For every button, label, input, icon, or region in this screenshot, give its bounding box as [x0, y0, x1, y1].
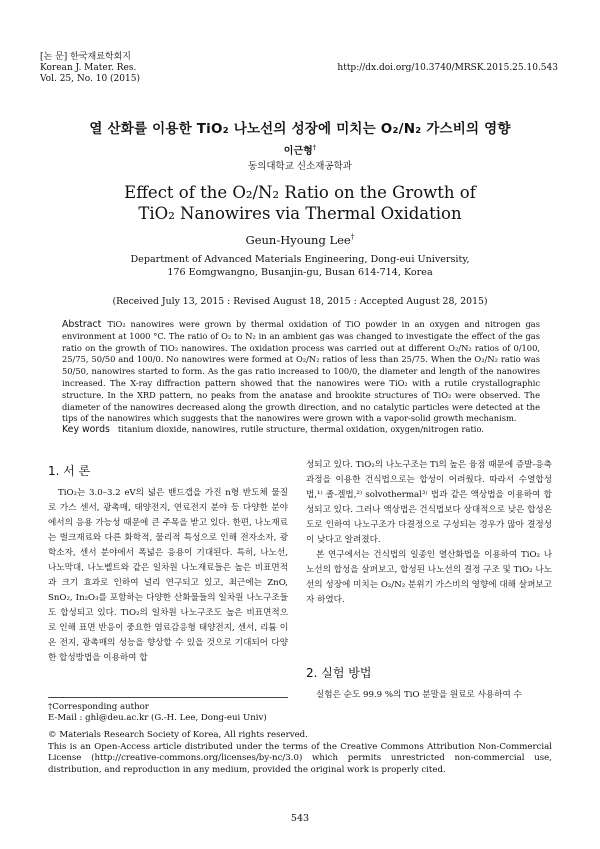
author-english-dagger: † — [350, 232, 355, 242]
paragraph: 본 연구에서는 건식법의 일종인 열산화법을 이용하여 TiO₂ 나노선의 합성을 살펴보고, 합성된 나노선의 결정 구조 및 TiO₂ 나노선의 성장에 미치는 O₂/N₂ 분위기 가스비의 영향에 대해 살펴보고자 하였다. — [306, 550, 552, 605]
title-english-line-1: Effect of the O₂/N₂ Ratio on the Growth of — [124, 183, 476, 202]
right-column-body — [306, 458, 552, 608]
author-korean-dagger: † — [312, 143, 317, 152]
author-korean: 이근형 — [283, 146, 313, 157]
paragraph: 실험은 순도 99.9 %의 TiO 분말을 원료로 사용하여 수 — [316, 690, 522, 700]
page-number: 543 — [290, 813, 310, 824]
author-english: Geun-Hyoung Lee — [245, 233, 351, 247]
keywords — [62, 424, 540, 436]
paragraph: TiO₂는 3.0–3.2 eV의 넓은 밴드갭을 가진 n형 반도체 물질로 가스 센서, 광촉매, 태양전지, 연료전지 분야 등 다양한 분야에서의 응용 가능성 때문에 큰 주목을 받고 있다. 한편, 나노재료는 벌크재료와 다른 화학적, 물리적 특성으로 인해 전자소자, 광학소자, 센서 분야에서 폭넓은 응용이 기대된다. 특히, 나노선, 나노막대, 나노벨트와 같은 일차원 나노재료들은 높은 비표면적과 크기 효과로 인하여 널리 연구되고 있고, 최근에는 ZnO, SnO₂, In₂O₃를 포함하는 다양한 산화물들의 일차원 나노구조들도 합성되고 있다. TiO₂의 일차원 나노구조도 높은 비표면적으로 인해 표면 반응이 중요한 염료감응형 태양전지, 센서, 리튬 이온 전지, 광촉매의 성능을 향상할 수 있을 것으로 기대되어 다양한 합성방법을 이용하여 합 — [48, 488, 288, 663]
author-english-block — [40, 233, 560, 247]
affiliation-korean: 동의대학교 신소재공학과 — [248, 161, 352, 172]
footnote-divider — [48, 697, 288, 698]
keywords-label: Key words — [62, 424, 110, 435]
abstract-label: Abstract — [62, 319, 102, 330]
affiliation-english-line-1: Department of Advanced Materials Engineering, Dong-eui University, — [130, 254, 470, 265]
received-dates: (Received July 13, 2015 : Revised August 18, 2015 : Accepted August 28, 2015) — [112, 296, 488, 307]
abstract — [62, 319, 540, 425]
keywords-text: titanium dioxide, nanowires, rutile structure, thermal oxidation, oxygen/nitrogen ratio. — [117, 424, 484, 434]
paragraph: 성되고 있다. TiO₂의 나노구조는 Ti의 높은 융점 때문에 증발-응축 과정을 이용한 건식법으로는 합성이 어려웠다. 따라서 수열합성법,¹⁾ 졸-겔법,²⁾ solvothermal³⁾ 법과 같은 액상법을 이용하여 합성되고 있다. 그러나 액상법은 건식법보다 상대적으로 낮은 합성온도로 인하여 나노구조가 다결정으로 구성되는 경우가 많아 결정성이 낮다고 알려졌다. — [306, 460, 552, 545]
journal-tag: [논 문] 한국재료학회지 — [40, 52, 131, 62]
abstract-text: TiO₂ nanowires were grown by thermal oxidation of TiO powder in an oxygen and nitrogen gas environment at 1000 °C. The ratio of O₂ to N₂ in an ambient gas was changed to investigate the effect of the gas ratio on the growth of TiO₂ nanowires. The oxidation process was carried out at different O₂/N₂ ratios of 0/100, 25/75, 50/50 and 100/0. No nanowires were formed at O₂/N₂ ratios of less than 25/75. When the O₂/N₂ ratio was 50/50, nanowires started to form. As the gas ratio increased to 100/0, the diameter and length of the nanowires increased. The X-ray diffraction pattern showed that the nanowires were TiO₂ with a rutile crystallographic structure. In the XRD pattern, no peaks from the anatase and brookite structures of TiO₂ were observed. The diameter of the nanowires decreased along the growth direction, and no catalytic particles were detected at the tips of the nanowires which suggests that the nanowires were grown with a vapor-solid growth mechanism. — [62, 319, 540, 424]
section-2-body — [306, 688, 552, 703]
affiliation-english-line-2: 176 Eomgwangno, Busanjin-gu, Busan 614-714, Korea — [167, 267, 433, 278]
footnote-email[interactable]: E-Mail : ghl@deu.ac.kr (G.-H. Lee, Dong-eui Univ) — [48, 713, 267, 723]
title-english-line-2: TiO₂ Nanowires via Thermal Oxidation — [138, 204, 462, 223]
copyright-notice: © Materials Research Society of Korea, All rights reserved. — [48, 730, 308, 740]
journal-english-name: Korean J. Mater. Res. — [40, 63, 137, 73]
section-1-heading: 1. 서 론 — [48, 464, 91, 478]
author-korean-block — [40, 142, 560, 157]
section-2-heading: 2. 실험 방법 — [306, 666, 372, 680]
title-korean: 열 산화를 이용한 TiO₂ 나노선의 성장에 미치는 O₂/N₂ 가스비의 영향 — [89, 121, 511, 137]
footnote-corresponding: †Corresponding author — [48, 702, 149, 712]
journal-volume: Vol. 25, No. 10 (2015) — [40, 74, 140, 84]
doi-link[interactable]: http://dx.doi.org/10.3740/MRSK.2015.25.10.543 — [337, 63, 558, 73]
license-text: This is an Open-Access article distributed under the terms of the Creative Commons Attribution Non-Commercial License (http://creative-commons.org/licenses/by-nc/3.0) which permits unrestricted non-commercial use, distribution, and reproduction in any medium, provided the original work is properly cited. — [48, 742, 552, 775]
section-1-body — [48, 486, 288, 666]
